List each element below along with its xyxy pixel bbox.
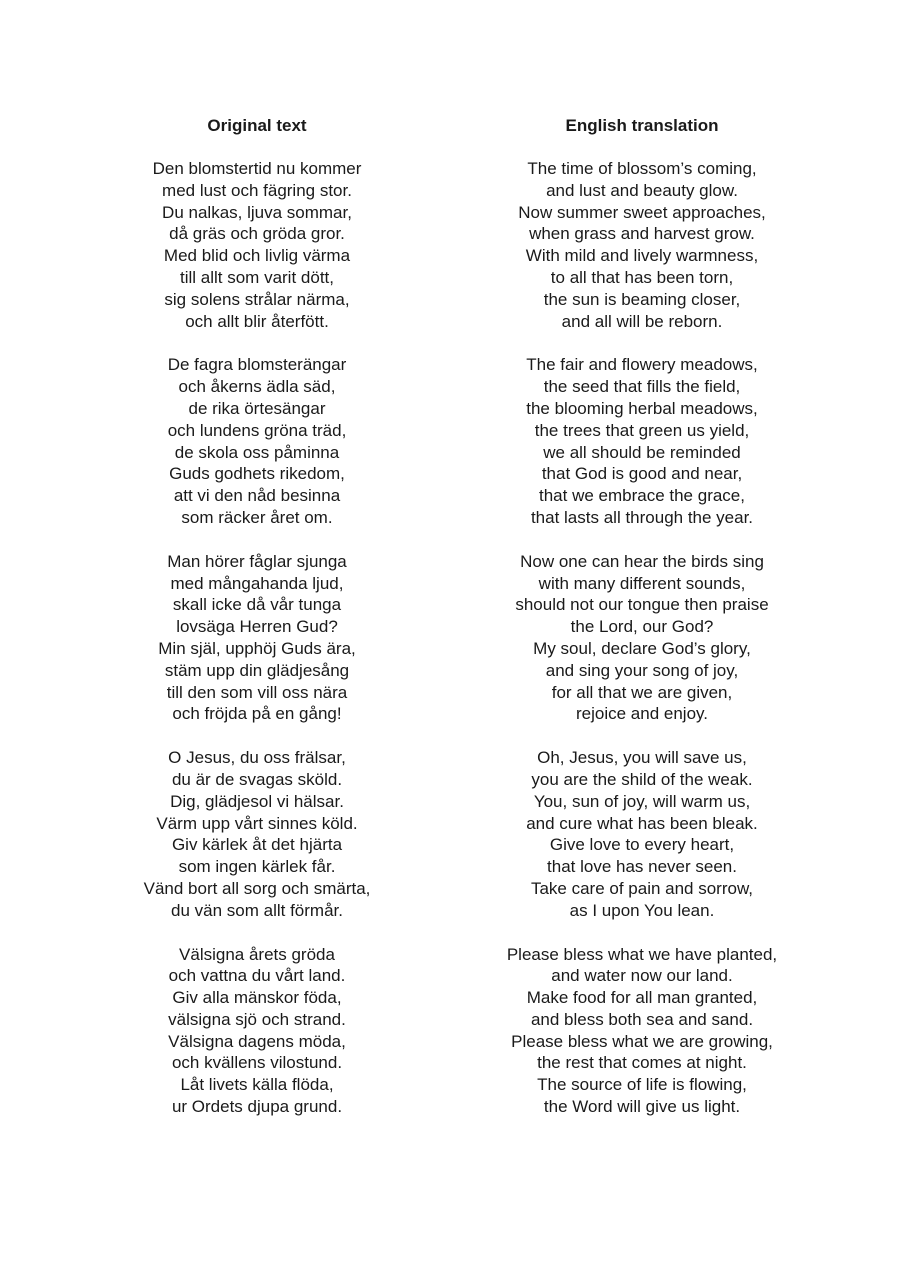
verse-line: rejoice and enjoy.	[576, 704, 708, 724]
verse-line: should not our tongue then praise	[515, 595, 769, 615]
verse-line: Giv kärlek åt det hjärta	[171, 835, 343, 855]
verse-line: välsigna sjö och strand.	[168, 1009, 346, 1029]
verse-line: Välsigna årets gröda	[179, 944, 335, 964]
translation-stanzas	[462, 158, 822, 1118]
stanza	[77, 354, 437, 528]
verse-line: Man hörer fåglar sjunga	[167, 551, 347, 571]
verse-line: och vattna du vårt land.	[168, 966, 346, 986]
verse-line: då gräs och gröda gror.	[169, 224, 345, 244]
verse-line: att vi den nåd besinna	[173, 486, 341, 506]
verse-line: och fröjda på en gång!	[172, 704, 342, 724]
english-translation-heading: English translation	[565, 116, 719, 135]
verse-line: Please bless what we have planted,	[506, 944, 778, 964]
verse-line: for all that we are given,	[551, 682, 733, 702]
verse-line: de skola oss påminna	[174, 442, 340, 462]
verse-line: that we embrace the grace,	[538, 486, 745, 506]
verse-line: lovsäga Herren Gud?	[176, 617, 338, 637]
verse-line: Guds godhets rikedom,	[169, 464, 345, 484]
verse-line: to all that has been torn,	[550, 267, 734, 287]
verse-line: My soul, declare God’s glory,	[533, 638, 751, 658]
verse-line: som räcker året om.	[181, 507, 333, 527]
stanza	[462, 551, 822, 725]
stanza	[462, 747, 822, 921]
verse-line: Please bless what we are growing,	[511, 1031, 773, 1051]
verse-line: and cure what has been bleak.	[526, 813, 758, 833]
verse-line: och lundens gröna träd,	[167, 420, 347, 440]
verse-line: Make food for all man granted,	[526, 988, 758, 1008]
verse-line: Välsigna dagens möda,	[168, 1031, 346, 1051]
verse-line: and lust and beauty glow.	[546, 180, 738, 200]
verse-line: de rika örtesängar	[188, 398, 326, 418]
verse-line: With mild and lively warmness,	[525, 246, 759, 266]
verse-line: the Word will give us light.	[543, 1097, 741, 1117]
verse-line: som ingen kärlek får.	[178, 857, 336, 877]
verse-line: and sing your song of joy,	[545, 660, 739, 680]
stanza	[77, 551, 437, 725]
verse-line: med lust och fägring stor.	[162, 180, 352, 200]
original-stanzas	[77, 158, 437, 1118]
verse-line: and water now our land.	[551, 966, 733, 986]
verse-line: the Lord, our God?	[570, 617, 714, 637]
english-translation-column	[462, 115, 822, 1140]
verse-line: Den blomstertid nu kommer	[152, 159, 362, 178]
stanza	[77, 944, 437, 1118]
verse-line: that love has never seen.	[547, 857, 737, 877]
verse-line: Giv alla mänskor föda,	[172, 988, 342, 1008]
verse-line: O Jesus, du oss frälsar,	[168, 748, 346, 768]
verse-line: ur Ordets djupa grund.	[171, 1097, 343, 1117]
verse-line: The fair and flowery meadows,	[526, 355, 758, 375]
verse-line: och kvällens vilostund.	[171, 1053, 343, 1073]
verse-line: Värm upp vårt sinnes köld.	[156, 813, 358, 833]
verse-line: skall icke då vår tunga	[172, 595, 342, 615]
verse-line: the blooming herbal meadows,	[526, 398, 758, 418]
verse-line: Take care of pain and sorrow,	[530, 878, 754, 898]
verse-line: till den som vill oss nära	[166, 682, 348, 702]
stanza	[462, 158, 822, 332]
stanza	[77, 158, 437, 332]
verse-line: och åkerns ädla säd,	[178, 377, 336, 397]
verse-line: och allt blir återfött.	[185, 311, 329, 331]
verse-line: Vänd bort all sorg och smärta,	[143, 878, 371, 898]
verse-line: till allt som varit dött,	[180, 267, 334, 287]
verse-line: sig solens strålar närma,	[164, 289, 350, 309]
verse-line: med mångahanda ljud,	[170, 573, 344, 593]
verse-line: as I upon You lean.	[569, 900, 715, 920]
verse-line: Med blid och livlig värma	[163, 246, 351, 266]
verse-line: that lasts all through the year.	[530, 507, 754, 527]
stanza	[462, 944, 822, 1118]
verse-line: we all should be reminded	[543, 442, 741, 462]
verse-line: and bless both sea and sand.	[530, 1009, 754, 1029]
verse-line: that God is good and near,	[541, 464, 743, 484]
verse-line: the sun is beaming closer,	[543, 289, 741, 309]
verse-line: the seed that fills the field,	[543, 377, 741, 397]
verse-line: The time of blossom’s coming,	[527, 159, 757, 178]
verse-line: Du nalkas, ljuva sommar,	[162, 202, 352, 222]
verse-line: du vän som allt förmår.	[171, 900, 343, 920]
verse-line: stäm upp din glädjesång	[164, 660, 350, 680]
verse-line: Låt livets källa flöda,	[180, 1075, 334, 1095]
stanza	[77, 747, 437, 921]
verse-line: Now one can hear the birds sing	[520, 551, 764, 571]
verse-line: with many different sounds,	[538, 573, 746, 593]
verse-line: Min själ, upphöj Guds ära,	[158, 638, 356, 658]
verse-line: The source of life is flowing,	[537, 1075, 747, 1095]
verse-line: you are the shild of the weak.	[531, 769, 753, 789]
stanza	[462, 354, 822, 528]
verse-line: Oh, Jesus, you will save us,	[537, 748, 747, 768]
verse-line: and all will be reborn.	[561, 311, 723, 331]
verse-line: Dig, glädjesol vi hälsar.	[170, 791, 344, 811]
verse-line: du är de svagas sköld.	[171, 769, 343, 789]
verse-line: the rest that comes at night.	[537, 1053, 747, 1073]
verse-line: De fagra blomsterängar	[167, 355, 347, 375]
verse-line: when grass and harvest grow.	[529, 224, 755, 244]
original-text-column	[77, 115, 437, 1140]
verse-line: Now summer sweet approaches,	[518, 202, 766, 222]
verse-line: Give love to every heart,	[549, 835, 735, 855]
original-text-heading: Original text	[207, 116, 307, 135]
verse-line: the trees that green us yield,	[534, 420, 750, 440]
verse-line: You, sun of joy, will warm us,	[533, 791, 751, 811]
